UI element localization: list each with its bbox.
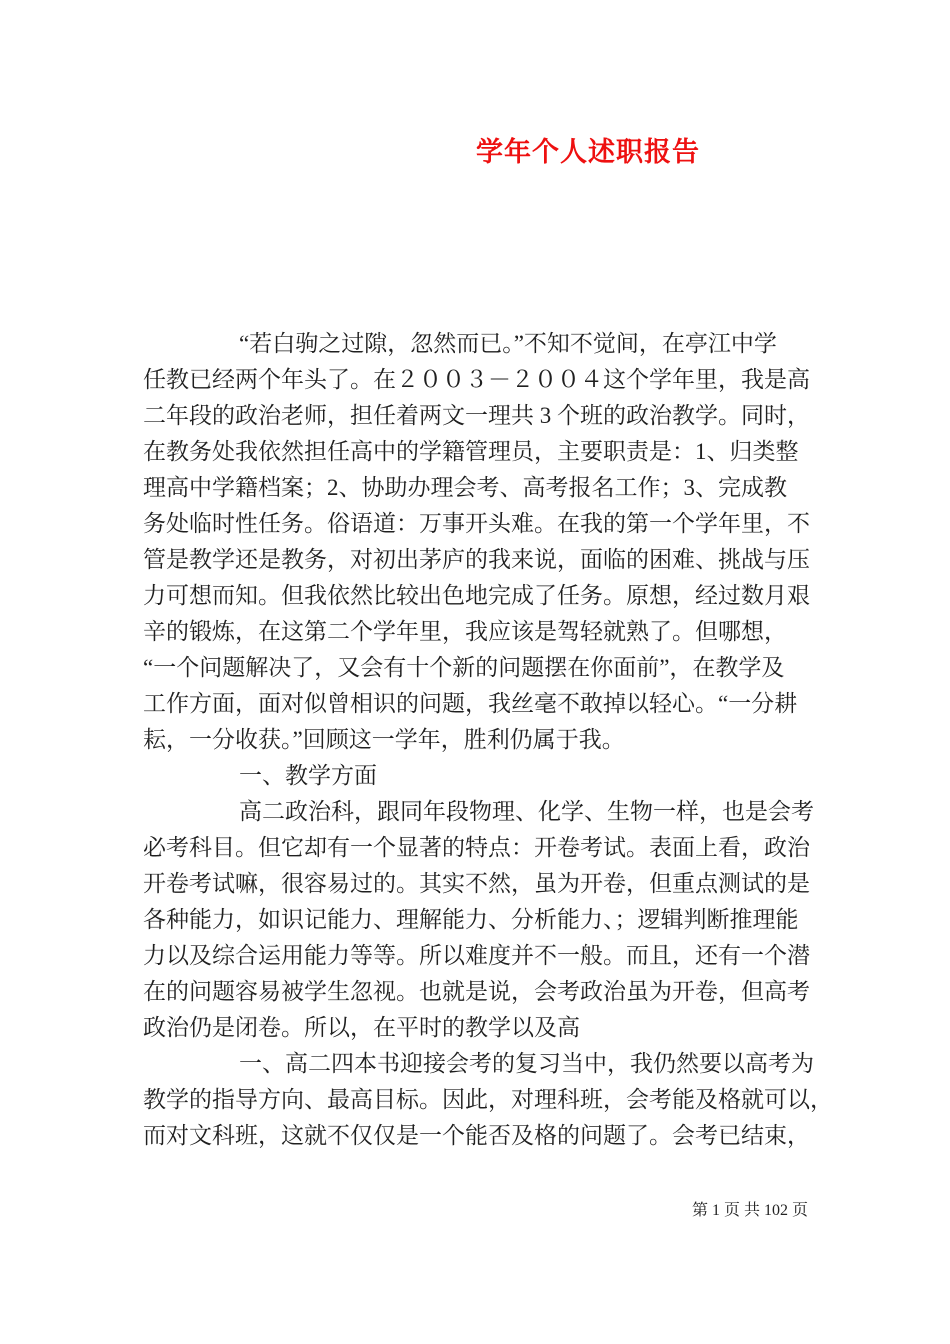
body-line: 政治仍是闭卷。所以，在平时的教学以及高 <box>143 1015 580 1040</box>
body-line: 必考科目。但它却有一个显著的特点：开卷考试。表面上看，政治 <box>143 835 810 860</box>
body-line: 高二政治科，跟同年段物理、化学、生物一样，也是会考 <box>239 799 814 824</box>
body-line: 辛的锻炼，在这第二个学年里，我应该是驾轻就熟了。但哪想， <box>143 619 787 644</box>
body-line: “若白驹之过隙，忽然而已。”不知不觉间，在亭江中学 <box>239 331 777 356</box>
body-line: 工作方面，面对似曾相识的问题，我丝毫不敢掉以轻心。“一分耕 <box>143 691 798 716</box>
body-line: 各种能力，如识记能力、理解能力、分析能力、；逻辑判断推理能 <box>143 907 799 932</box>
body-line: “一个问题解决了，又会有十个新的问题摆在你面前”，在教学及 <box>143 655 785 680</box>
body-line: 在的问题容易被学生忽视。也就是说，会考政治虽为开卷，但高考 <box>143 979 810 1004</box>
body-line: 力以及综合运用能力等等。所以难度并不一般。而且，还有一个潜 <box>143 943 810 968</box>
body-line-section-heading: 一、教学方面 <box>239 763 377 788</box>
body-line: 而对文科班，这就不仅仅是一个能否及格的问题了。会考已结束， <box>143 1123 810 1148</box>
body-line: 开卷考试嘛，很容易过的。其实不然，虽为开卷，但重点测试的是 <box>143 871 810 896</box>
body-line: 力可想而知。但我依然比较出色地完成了任务。原想，经过数月艰 <box>143 583 810 608</box>
body-line: 管是教学还是教务，对初出茅庐的我来说，面临的困难、挑战与压 <box>143 547 810 572</box>
body-line: 理高中学籍档案；2、协助办理会考、高考报名工作；3、完成教 <box>143 475 787 500</box>
body-line: 务处临时性任务。俗语道：万事开头难。在我的第一个学年里，不 <box>143 511 810 536</box>
page-number-footer: 第 1 页 共 102 页 <box>691 1202 808 1219</box>
body-line: 教学的指导方向、最高目标。因此，对理科班，会考能及格就可以， <box>143 1087 833 1112</box>
body-line: 耘，一分收获。”回顾这一学年，胜利仍属于我。 <box>143 727 625 752</box>
body-line: 一、高二四本书迎接会考的复习当中，我仍然要以高考为 <box>239 1051 814 1076</box>
document-title: 学年个人述职报告 <box>476 137 700 167</box>
document-body <box>143 326 833 1154</box>
body-line: 二年段的政治老师，担任着两文一理共 3 个班的政治教学。同时， <box>143 403 810 428</box>
body-line: 在教务处我依然担任高中的学籍管理员，主要职责是：1、归类整 <box>143 439 799 464</box>
body-line: 任教已经两个年头了。在２００３－２００４这个学年里，我是高 <box>143 367 810 392</box>
